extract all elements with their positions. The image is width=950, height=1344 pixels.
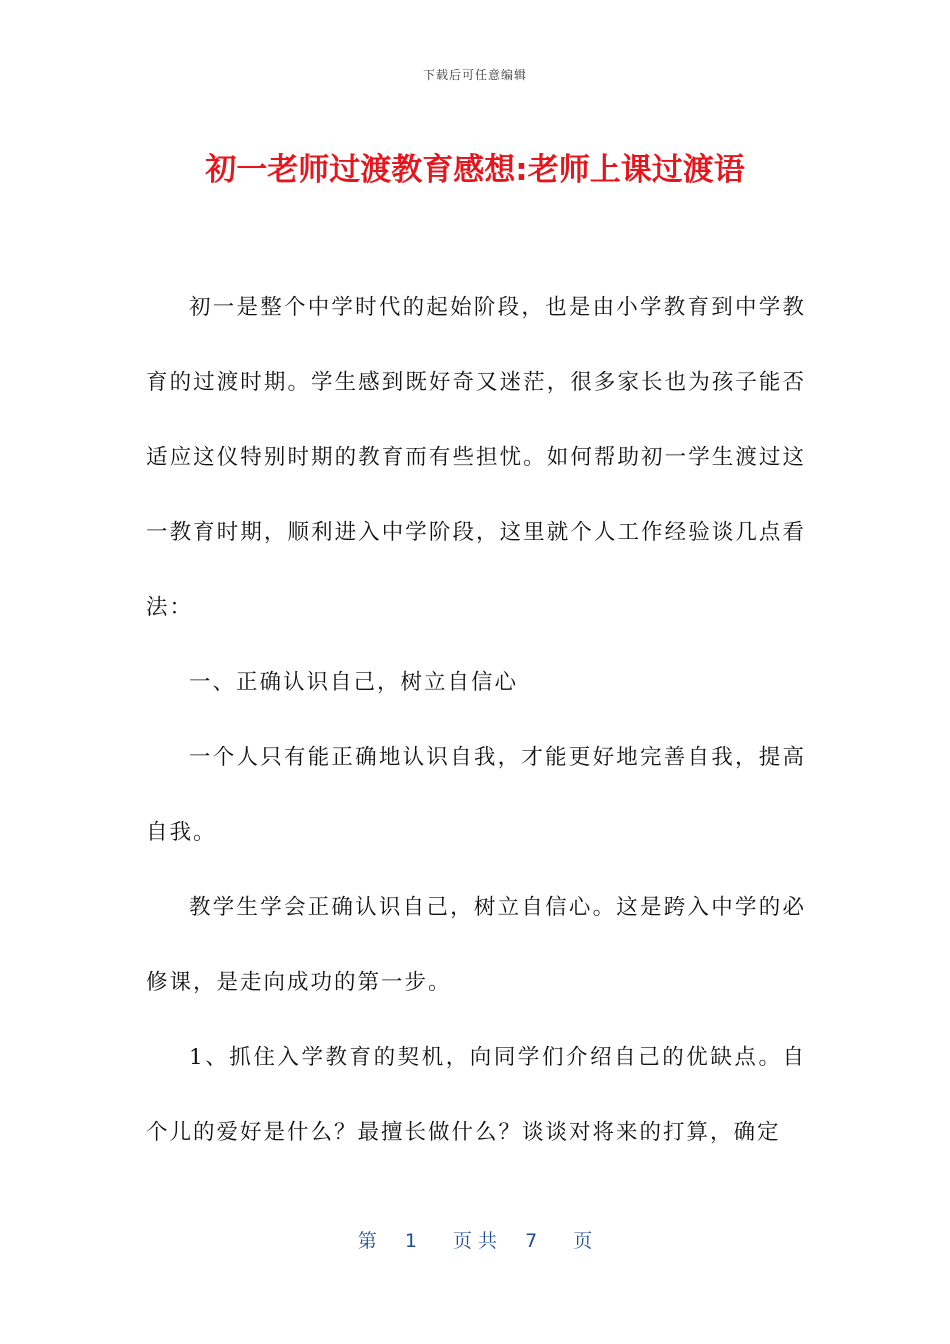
footer-total-pages: 7	[525, 1230, 538, 1252]
footer-middle: 页 共	[452, 1230, 498, 1252]
footer-suffix: 页	[573, 1230, 593, 1252]
page-footer	[0, 1226, 950, 1253]
footer-prefix: 第	[357, 1230, 377, 1252]
paragraph-point-1: 1、抓住入学教育的契机，向同学们介绍自己的优缺点。自个儿的爱好是什么？最擅长做什么？谈谈对将来的打算，确定	[146, 1045, 806, 1145]
paragraph-intro: 初一是整个中学时代的起始阶段，也是由小学教育到中学教育的过渡时期。学生感到既好奇又迷茫，很多家长也为孩子能否适应这仪特别时期的教育而有些担忧。如何帮助初一学生渡过这一教育时期，顺利进入中学阶段，这里就个人工作经验谈几点看法：	[146, 295, 806, 620]
document-body	[146, 270, 806, 1170]
header-note: 下载后可任意编辑	[422, 68, 527, 82]
paragraph-self-awareness: 一个人只有能正确地认识自我，才能更好地完善自我，提高自我。	[146, 745, 806, 845]
footer-current-page: 1	[404, 1230, 417, 1252]
document-title: 初一老师过渡教育感想:老师上课过渡语	[205, 152, 745, 188]
paragraph-confidence: 教学生学会正确认识自己，树立自信心。这是跨入中学的必修课，是走向成功的第一步。	[146, 895, 806, 995]
paragraph-section-heading: 一、正确认识自己，树立自信心	[189, 670, 519, 695]
